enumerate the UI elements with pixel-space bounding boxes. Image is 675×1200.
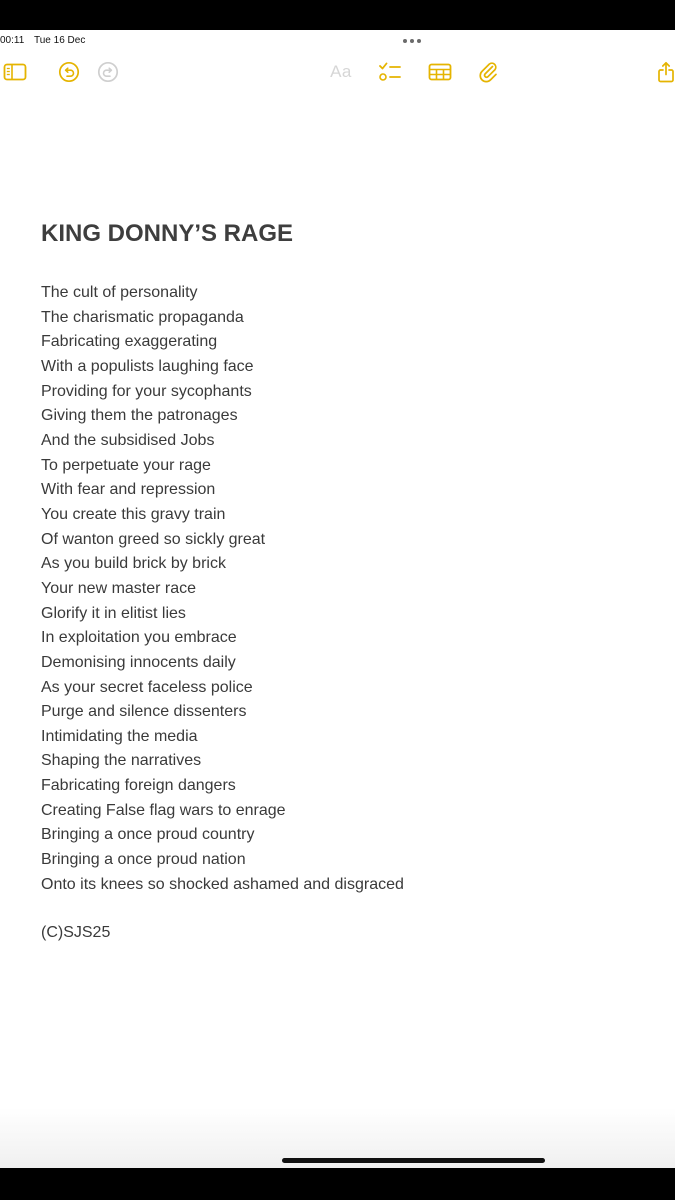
note-title: KING DONNY’S RAGE (41, 220, 294, 247)
table-icon (428, 63, 452, 81)
poem-line: Onto its knees so shocked ashamed and disgraced (41, 875, 404, 893)
poem-line: Bringing a once proud country (41, 826, 255, 844)
poem-line: In exploitation you embrace (41, 629, 237, 647)
poem-line: The cult of personality (41, 284, 198, 301)
attachment-button[interactable] (474, 58, 502, 86)
format-label: Aa (330, 62, 352, 81)
poem-lines (41, 281, 661, 897)
paperclip-icon (477, 61, 499, 83)
checklist-icon (378, 61, 402, 83)
poem-line: As you build brick by brick (41, 555, 226, 573)
poem-line: Shaping the narratives (41, 752, 202, 770)
format-button[interactable] (326, 58, 356, 86)
poem-line: Bringing a once proud nation (41, 851, 246, 869)
poem-line: To perpetuate your rage (41, 456, 211, 474)
undo-icon (58, 61, 80, 83)
share-button[interactable] (657, 58, 675, 86)
poem-line: With fear and repression (41, 481, 216, 499)
checklist-button[interactable] (376, 58, 404, 86)
notes-screen (0, 30, 675, 1168)
poem-line: Providing for your sycophants (41, 382, 252, 400)
multitasking-menu[interactable] (403, 39, 421, 43)
note-signature: (C)SJS25 (41, 924, 111, 942)
status-time: 00:11 (0, 35, 25, 46)
note-body[interactable] (41, 214, 661, 946)
poem-line: Fabricating exaggerating (41, 333, 218, 351)
note-toolbar (0, 58, 675, 86)
poem-line: Demonising innocents daily (41, 653, 236, 671)
poem-line: The charismatic propaganda (41, 308, 244, 326)
undo-button[interactable] (55, 58, 83, 86)
poem-line: Glorify it in elitist lies (41, 604, 186, 622)
poem-line: Your new master race (41, 579, 197, 597)
poem-line: Giving them the patronages (41, 407, 238, 425)
poem-line: Intimidating the media (41, 727, 198, 745)
status-bar (0, 30, 675, 50)
poem-line: And the subsidised Jobs (41, 431, 215, 449)
redo-button[interactable] (94, 58, 122, 86)
poem-line: With a populists laughing face (41, 357, 254, 375)
poem-line: Purge and silence dissenters (41, 703, 247, 721)
poem-line: Fabricating foreign dangers (41, 777, 236, 795)
sidebar-icon (3, 63, 27, 81)
home-indicator[interactable] (282, 1158, 545, 1163)
poem-line: As your secret faceless police (41, 678, 253, 696)
poem-line: You create this gravy train (41, 505, 226, 523)
dot-icon (410, 39, 414, 43)
status-date: Tue 16 Dec (34, 35, 86, 46)
dot-icon (403, 39, 407, 43)
share-icon (657, 61, 675, 83)
table-button[interactable] (426, 58, 454, 86)
sidebar-toggle-button[interactable] (1, 58, 29, 86)
redo-icon (97, 61, 119, 83)
poem-line: Creating False flag wars to enrage (41, 801, 286, 819)
poem-line: Of wanton greed so sickly great (41, 530, 266, 548)
dot-icon (417, 39, 421, 43)
